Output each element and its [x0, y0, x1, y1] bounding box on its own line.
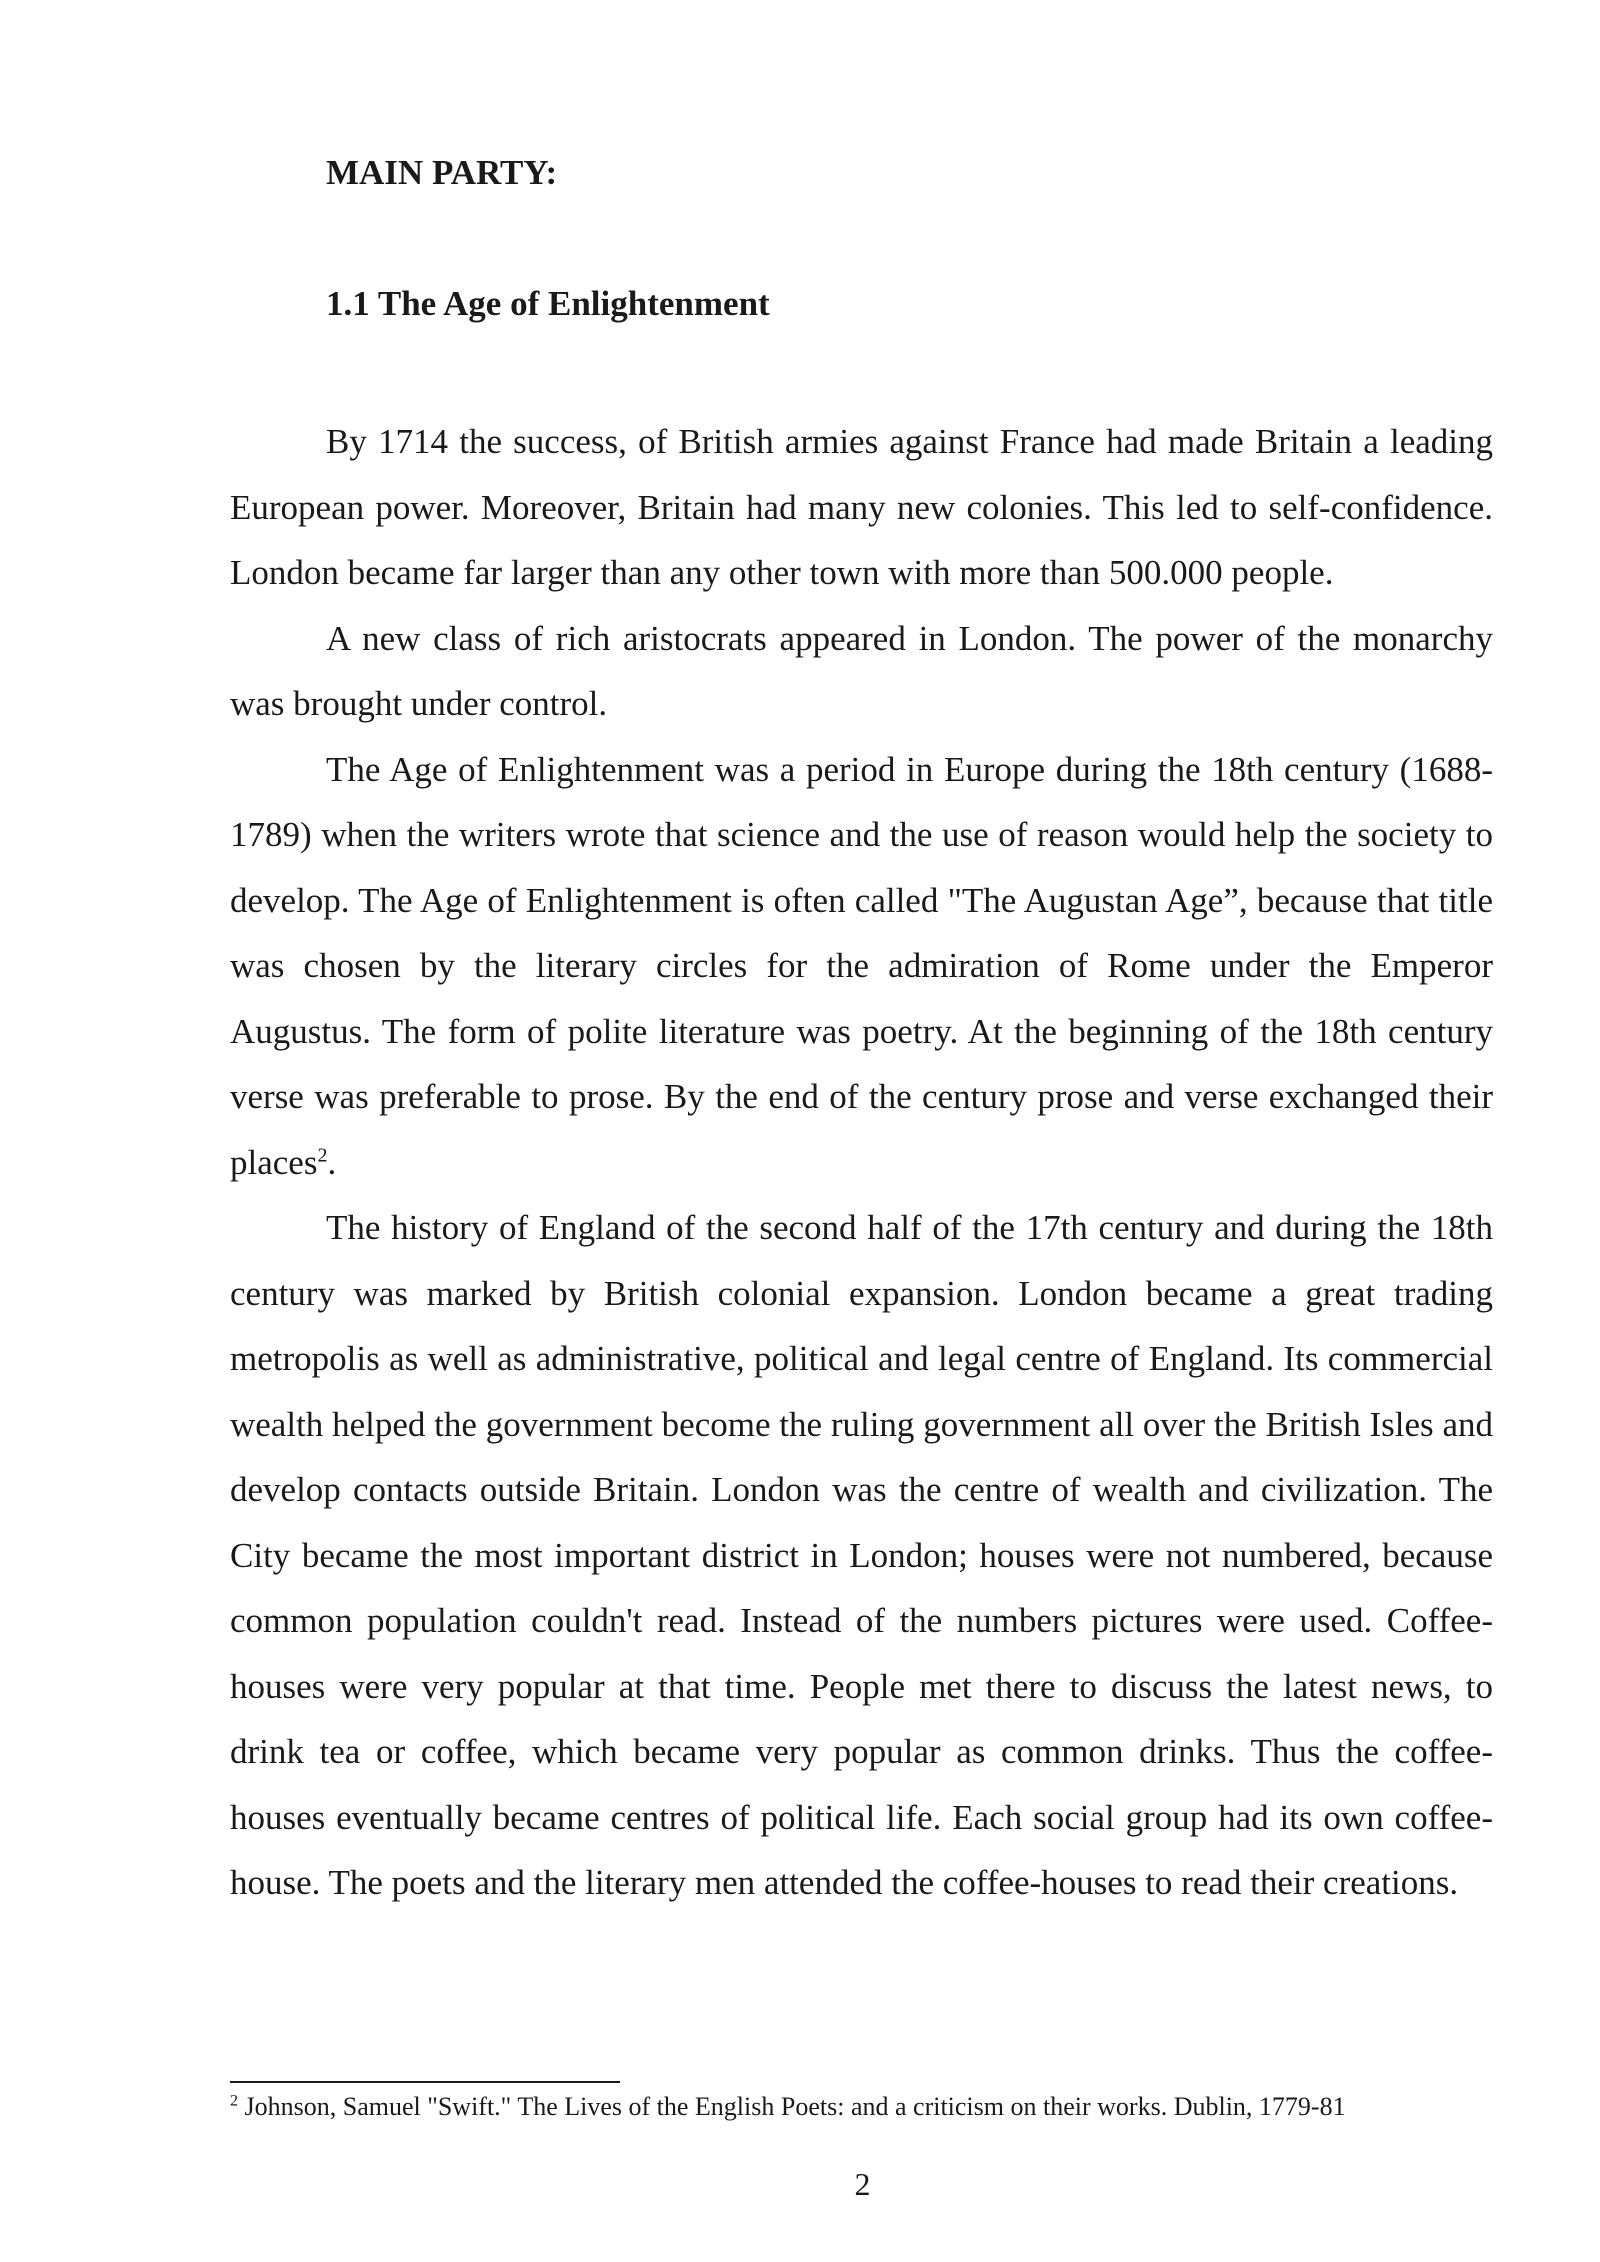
paragraph-3-text: The Age of Enlightenment was a period in Europe during the 18th century (1688-1789) when the writers wrote that science and the use of reason would help the society to develop. The Age of Enlightenment is often called "The Augustan Age”, because that title was chosen by the literary circles for the admiration of Rome under the Emperor Augustus. The form of polite literature was poetry. At the beginning of the 18th century verse was preferable to prose. By the end of the century prose and verse exchanged their places: [230, 749, 1493, 1182]
paragraph-3-end: .: [327, 1142, 337, 1182]
page-number: 2: [854, 2166, 871, 2202]
main-party-heading: MAIN PARTY:: [326, 153, 558, 192]
paragraph-1: By 1714 the success, of British armies against France had made Britain a leading European power. Moreover, Britain had many new colonies. This led to self-confidence. London became far larger than any other town with more than 500.000 people.: [230, 422, 1493, 592]
footnote: [230, 2090, 1510, 2124]
paragraph-4: The history of England of the second half of the 17th century and during the 18th century was marked by British colonial expansion. London became a great trading metropolis as well as administrative, political and legal centre of England. Its commercial wealth helped the government become the ruling government all over the British Isles and develop contacts outside Britain. London was the centre of wealth and civilization. The City became the most important district in London; houses were not numbered, because common population couldn't read. Instead of the numbers pictures were used. Coffee-houses were very popular at that time. People met there to discuss the latest news, to drink tea or coffee, which became very popular as common drinks. Thus the coffee-houses eventually became centres of political life. Each social group had its own coffee-house. The poets and the literary men attended the coffee-houses to read their creations.: [230, 1208, 1493, 1902]
paragraph-3: [230, 737, 1493, 1196]
body-text: [230, 409, 1493, 1916]
footnote-reference: 2: [317, 1143, 328, 1166]
footnote-divider: [230, 2081, 620, 2083]
paragraph-2: A new class of rich aristocrats appeared in London. The power of the monarchy was brought under control.: [230, 618, 1493, 723]
footnote-text: Johnson, Samuel "Swift." The Lives of the English Poets: and a criticism on their works. Dublin, 1779-81: [238, 2092, 1346, 2121]
section-heading: 1.1 The Age of Enlightenment: [326, 284, 770, 323]
footnote-number: 2: [230, 2092, 238, 2110]
